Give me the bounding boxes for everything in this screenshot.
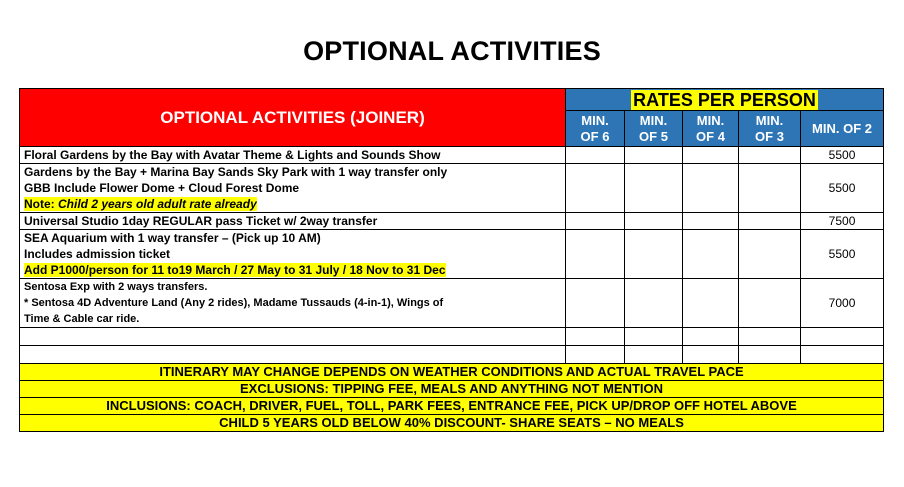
page-title: OPTIONAL ACTIVITIES <box>303 36 601 66</box>
footer-row <box>20 364 884 381</box>
footer-row <box>20 415 884 432</box>
rates-header: RATES PER PERSON <box>633 89 816 110</box>
optional-activities-table <box>19 88 884 432</box>
activities-header: OPTIONAL ACTIVITIES (JOINER) <box>20 89 566 147</box>
child-discount-note: CHILD 5 YEARS OLD BELOW 40% DISCOUNT- SHARE SEATS – NO MEALS <box>20 415 884 432</box>
empty-row <box>20 328 884 346</box>
price-cell: 5500 <box>801 164 884 213</box>
table-row <box>20 279 884 328</box>
price-cell: 5500 <box>801 147 884 164</box>
price-cell: 5500 <box>801 230 884 279</box>
min-of-6-header: MIN. OF 6 <box>566 111 625 147</box>
min-of-4-header: MIN. OF 4 <box>683 111 739 147</box>
footer-row <box>20 398 884 415</box>
min-of-2-header: MIN. OF 2 <box>801 111 884 147</box>
min-of-5-header: MIN. OF 5 <box>625 111 683 147</box>
table-row <box>20 147 884 164</box>
price-cell: 7000 <box>801 279 884 328</box>
exclusions-note: EXCLUSIONS: TIPPING FEE, MEALS AND ANYTHING NOT MENTION <box>20 381 884 398</box>
surcharge-highlight: Add P1000/person for 11 to19 March / 27 May to 31 July / 18 Nov to 31 Dec <box>24 263 446 277</box>
activity-cell: Sentosa Exp with 2 ways transfers. * Sentosa 4D Adventure Land (Any 2 rides), Madame Tussauds (4-in-1), Wings of Time & Cable car ride. <box>20 279 566 328</box>
itinerary-note: ITINERARY MAY CHANGE DEPENDS ON WEATHER CONDITIONS AND ACTUAL TRAVEL PACE <box>20 364 884 381</box>
note-highlight: Note: Child 2 years old adult rate already <box>24 197 257 211</box>
rates-header-cell <box>566 89 884 111</box>
footer-row <box>20 381 884 398</box>
table-row <box>20 213 884 230</box>
min-of-3-header: MIN. OF 3 <box>739 111 801 147</box>
table-row <box>20 230 884 279</box>
empty-row <box>20 346 884 364</box>
activity-cell: SEA Aquarium with 1 way transfer – (Pick up 10 AM) Includes admission ticket Add P1000/person for 11 to19 March / 27 May to 31 July / 18 Nov to 31 Dec <box>20 230 566 279</box>
table-row <box>20 164 884 213</box>
inclusions-note: INCLUSIONS: COACH, DRIVER, FUEL, TOLL, PARK FEES, ENTRANCE FEE, PICK UP/DROP OFF HOTEL ABOVE <box>20 398 884 415</box>
activity-cell: Floral Gardens by the Bay with Avatar Theme & Lights and Sounds Show <box>20 147 566 164</box>
activity-cell: Universal Studio 1day REGULAR pass Ticket w/ 2way transfer <box>20 213 566 230</box>
activity-cell: Gardens by the Bay + Marina Bay Sands Sky Park with 1 way transfer only GBB Include Flower Dome + Cloud Forest Dome Note: Child 2 years old adult rate already <box>20 164 566 213</box>
price-cell: 7500 <box>801 213 884 230</box>
